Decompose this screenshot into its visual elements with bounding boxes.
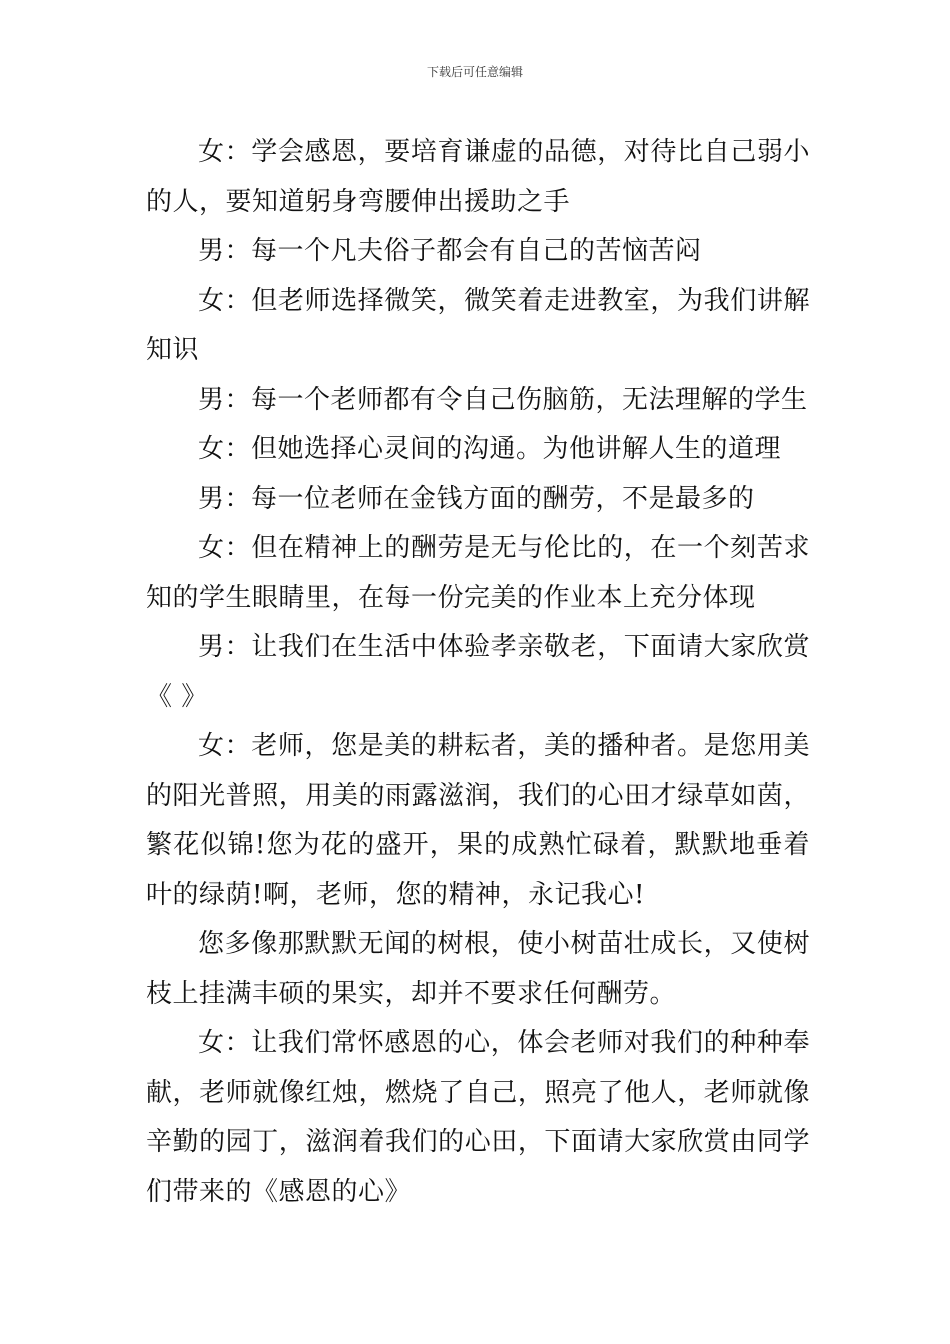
paragraph: 女：让我们常怀感恩的心，体会老师对我们的种种奉献，老师就像红烛，燃烧了自己，照亮了他人，老师就像辛勤的园丁，滋润着我们的心田，下面请大家欣赏由同学们带来的《感恩的心》 xyxy=(146,1028,810,1207)
paragraph: 女：老师，您是美的耕耘者，美的播种者。是您用美的阳光普照，用美的雨露滋润，我们的心田才绿草如茵，繁花似锦!您为花的盛开，果的成熟忙碌着，默默地垂着叶的绿荫!啊，老师，您的精神，永记我心! xyxy=(146,731,810,910)
paragraph: 女：但在精神上的酬劳是无与伦比的，在一个刻苦求知的学生眼睛里，在每一份完美的作业本上充分体现 xyxy=(146,533,810,613)
paragraph: 女：但老师选择微笑，微笑着走进教室，为我们讲解知识 xyxy=(146,285,810,365)
document-body xyxy=(146,128,810,1217)
paragraph: 男：让我们在生活中体验孝亲敬老，下面请大家欣赏《 》 xyxy=(146,632,810,712)
paragraph: 女：但她选择心灵间的沟通。为他讲解人生的道理 xyxy=(198,434,782,464)
page-header-note: 下载后可任意编辑 xyxy=(426,65,523,79)
paragraph: 女：学会感恩，要培育谦虚的品德，对待比自己弱小的人，要知道躬身弯腰伸出援助之手 xyxy=(146,137,810,217)
paragraph: 男：每一位老师在金钱方面的酬劳，不是最多的 xyxy=(198,483,755,514)
paragraph: 男：每一个老师都有令自己伤脑筋，无法理解的学生 xyxy=(198,384,808,415)
paragraph: 您多像那默默无闻的树根，使小树苗壮成长，又使树枝上挂满丰硕的果实，却并不要求任何酬劳。 xyxy=(146,929,810,1009)
paragraph: 男：每一个凡夫俗子都会有自己的苦恼苦闷 xyxy=(198,236,702,266)
